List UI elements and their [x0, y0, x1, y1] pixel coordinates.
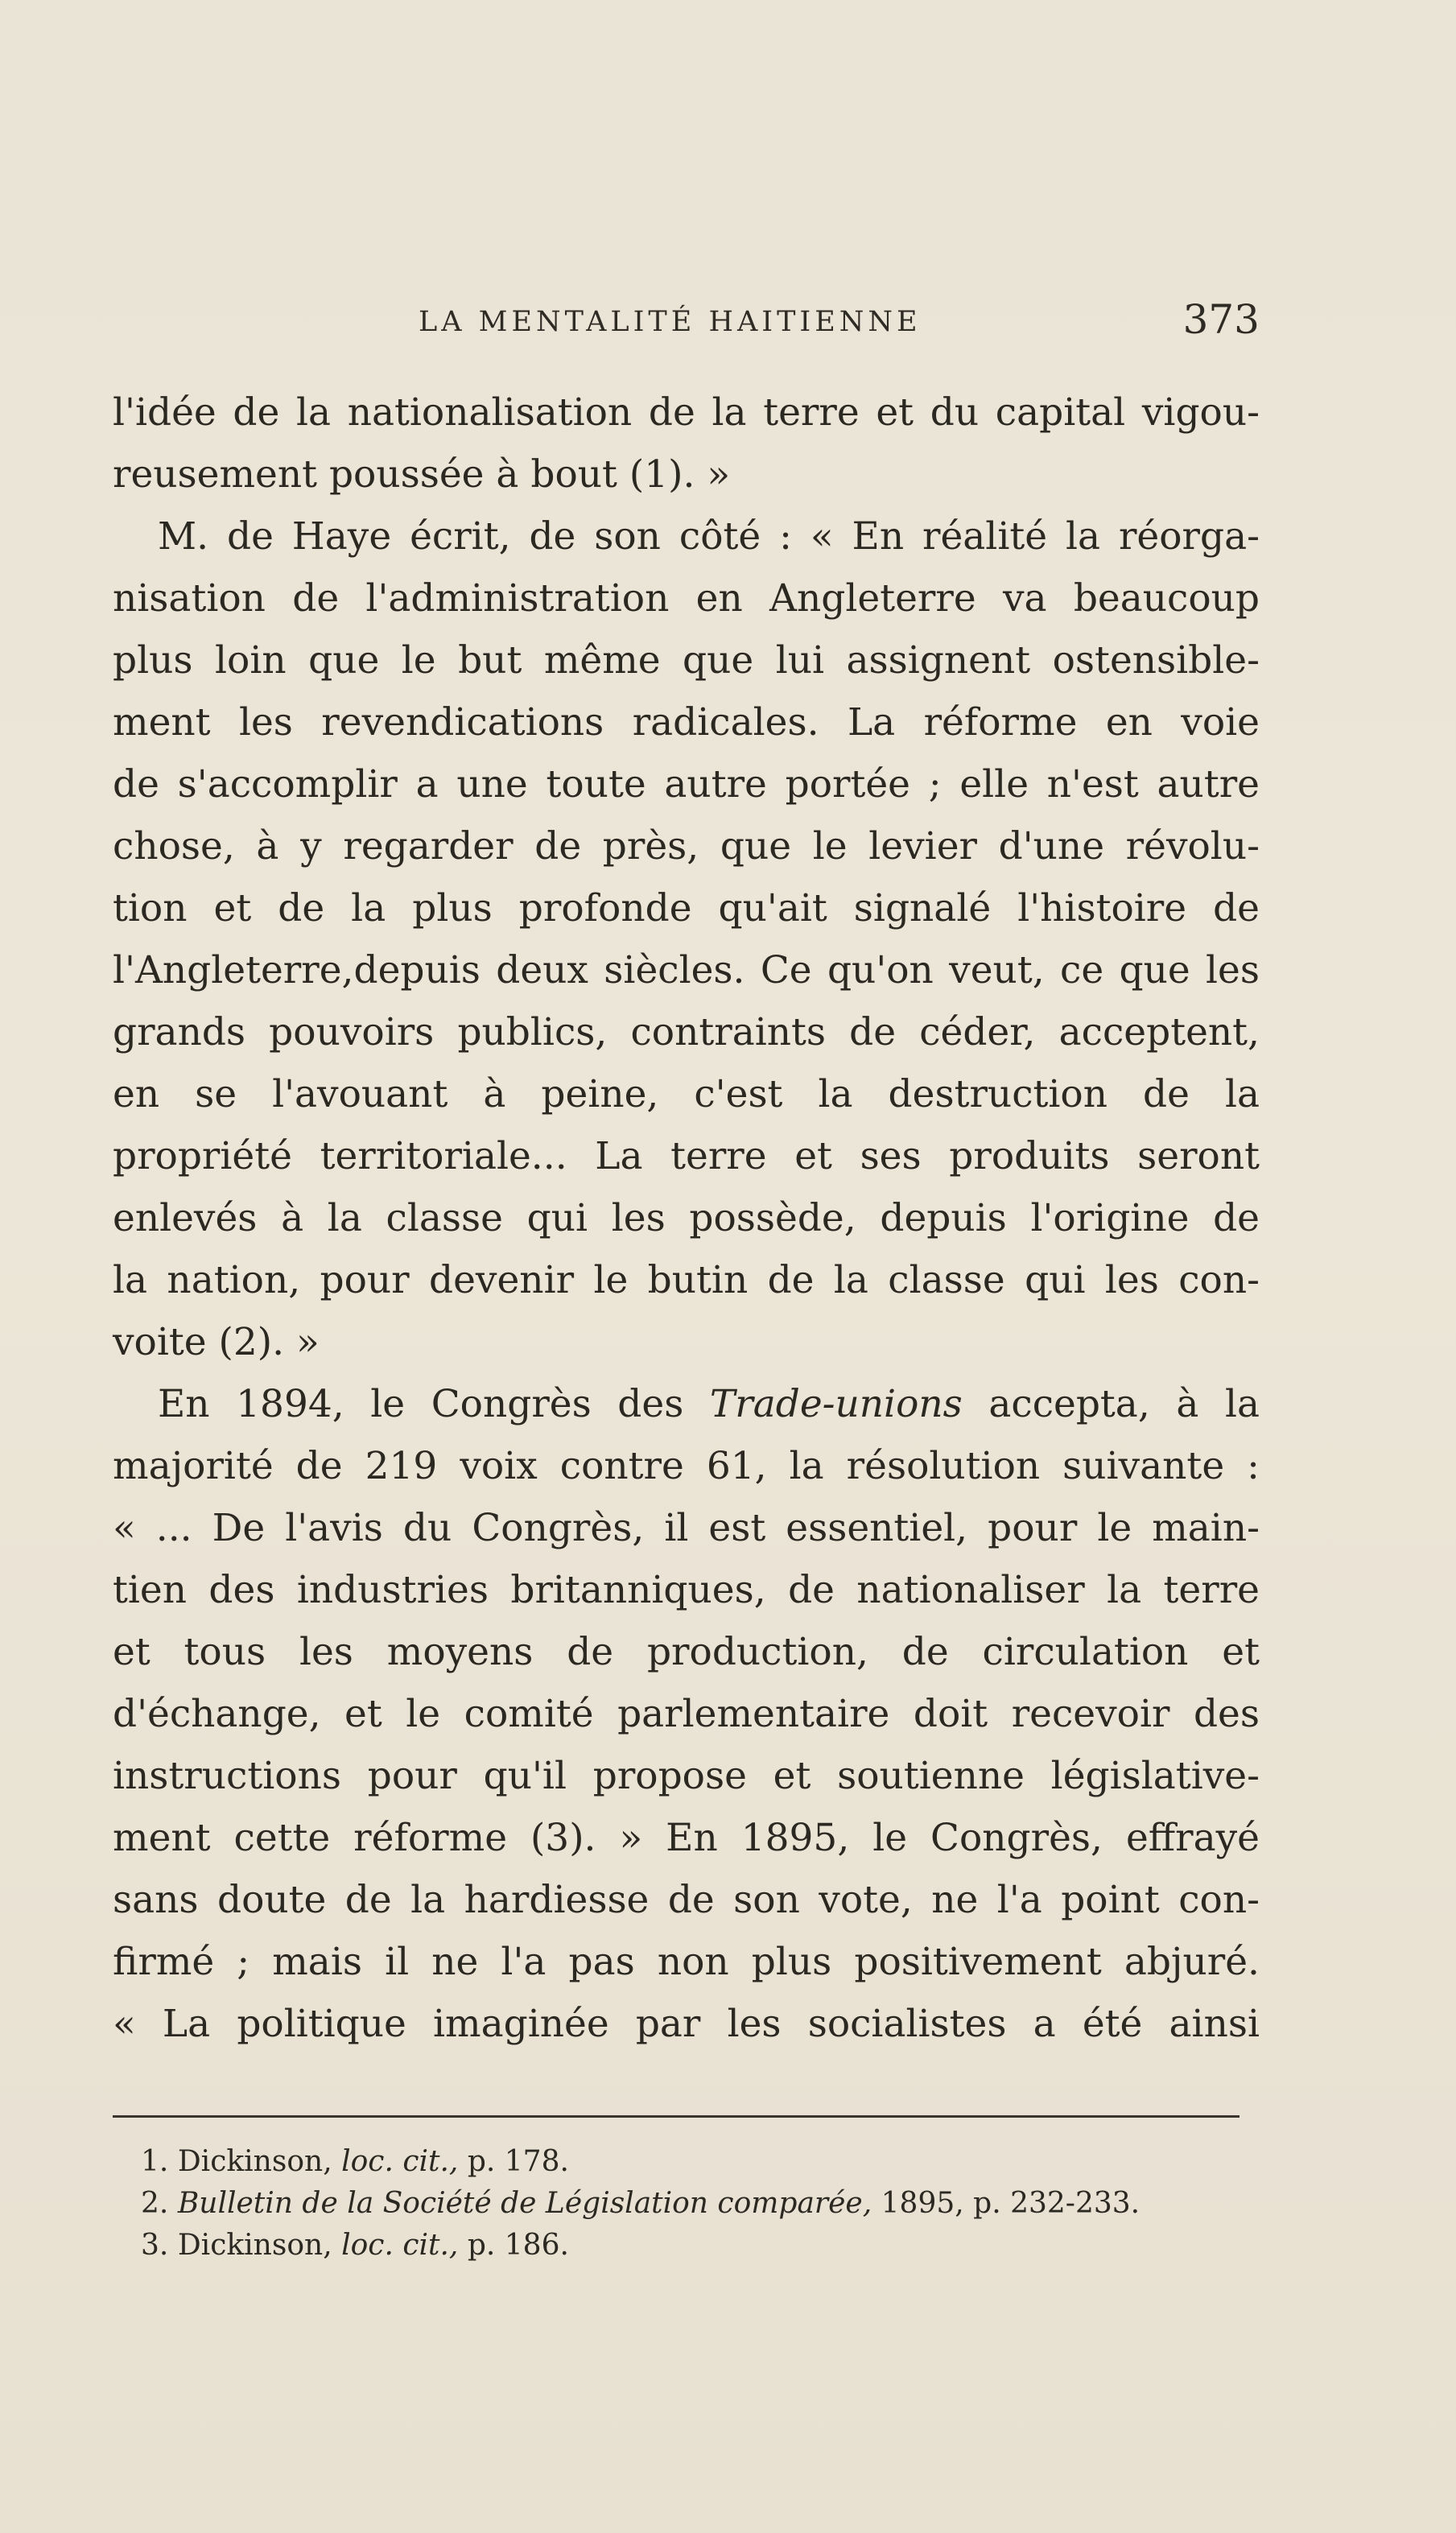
text-line: nisation de l'administration en Angleterre va beaucoup — [113, 576, 1260, 621]
text-fragment: accepta, à la — [962, 1382, 1260, 1426]
footnote-pages: 1895, p. 232-233. — [881, 2187, 1140, 2220]
footnote-author: Dickinson, — [177, 2229, 332, 2262]
text-line: voite (2). » — [113, 1320, 320, 1364]
text-line: « ... De l'avis du Congrès, il est essentiel, pour le main- — [113, 1506, 1260, 1550]
text-line: chose, à y regarder de près, que le levier d'une révolu- — [113, 824, 1260, 868]
text-line: de s'accomplir a une toute autre portée ; elle n'est autre — [113, 762, 1260, 807]
footnote-1 — [141, 2141, 1268, 2183]
text-line: tion et de la plus profonde qu'ait signalé l'histoire de — [113, 886, 1260, 930]
footnote-2 — [141, 2183, 1268, 2225]
text-line: instructions pour qu'il propose et soutienne législative- — [113, 1754, 1260, 1798]
text-line: firmé ; mais il ne l'a pas non plus positivement abjuré. — [113, 1940, 1260, 1984]
text-line: M. de Haye écrit, de son côté : « En réalité la réorga- — [158, 514, 1260, 559]
text-line: enlevés à la classe qui les possède, depuis l'origine de — [113, 1196, 1260, 1240]
text-line: l'Angleterre,depuis deux siècles. Ce qu'on veut, ce que les — [113, 948, 1260, 992]
text-line: « La politique imaginée par les socialistes a été ainsi — [113, 2002, 1260, 2046]
footnote-number: 1. — [141, 2145, 169, 2178]
footnote-reference: loc. cit., — [341, 2145, 459, 2178]
footnote-number: 2. — [141, 2187, 169, 2220]
text-line: sans doute de la hardiesse de son vote, ne l'a point con- — [113, 1878, 1260, 1922]
text-line: la nation, pour devenir le butin de la classe qui les con- — [113, 1258, 1260, 1302]
text-line: tien des industries britanniques, de nationaliser la terre — [113, 1568, 1260, 1612]
footnote-reference: loc. cit., — [341, 2229, 459, 2262]
text-line: d'échange, et le comité parlementaire doit recevoir des — [113, 1692, 1260, 1736]
text-line: propriété territoriale... La terre et ses produits seront — [113, 1134, 1260, 1178]
text-line: majorité de 219 voix contre 61, la résolution suivante : — [113, 1444, 1260, 1488]
text-line: ment les revendications radicales. La réforme en voie — [113, 700, 1260, 745]
text-line: en se l'avouant à peine, c'est la destruction de la — [113, 1072, 1260, 1116]
footnote-author: Dickinson, — [177, 2145, 332, 2178]
page-header — [113, 296, 1260, 353]
footnote-pages: p. 186. — [467, 2229, 569, 2262]
text-line: grands pouvoirs publics, contraints de céder, acceptent, — [113, 1010, 1260, 1054]
text-line: ment cette réforme (3). » En 1895, le Congrès, effrayé — [113, 1816, 1260, 1860]
footnote-rule — [113, 2115, 1239, 2118]
footnote-number: 3. — [141, 2229, 169, 2262]
footnote-reference: Bulletin de la Société de Législation comparée, — [177, 2187, 872, 2220]
text-line-with-italic — [113, 1373, 1260, 1435]
footnote-pages: p. 178. — [467, 2145, 569, 2178]
running-head: LA MENTALITÉ HAITIENNE — [419, 306, 922, 338]
text-line: l'idée de la nationalisation de la terre et du capital vigou- — [113, 390, 1260, 435]
footnotes — [141, 2141, 1268, 2267]
text-line: et tous les moyens de production, de circulation et — [113, 1630, 1260, 1674]
italic-term: Trade-unions — [709, 1382, 963, 1426]
text-line: reusement poussée à bout (1). » — [113, 452, 731, 497]
page-number: 373 — [1182, 296, 1260, 343]
text-line: plus loin que le but même que lui assignent ostensible- — [113, 638, 1260, 683]
body-text — [113, 382, 1260, 2055]
footnote-3 — [141, 2225, 1268, 2267]
text-fragment: En 1894, le Congrès des — [158, 1382, 710, 1426]
